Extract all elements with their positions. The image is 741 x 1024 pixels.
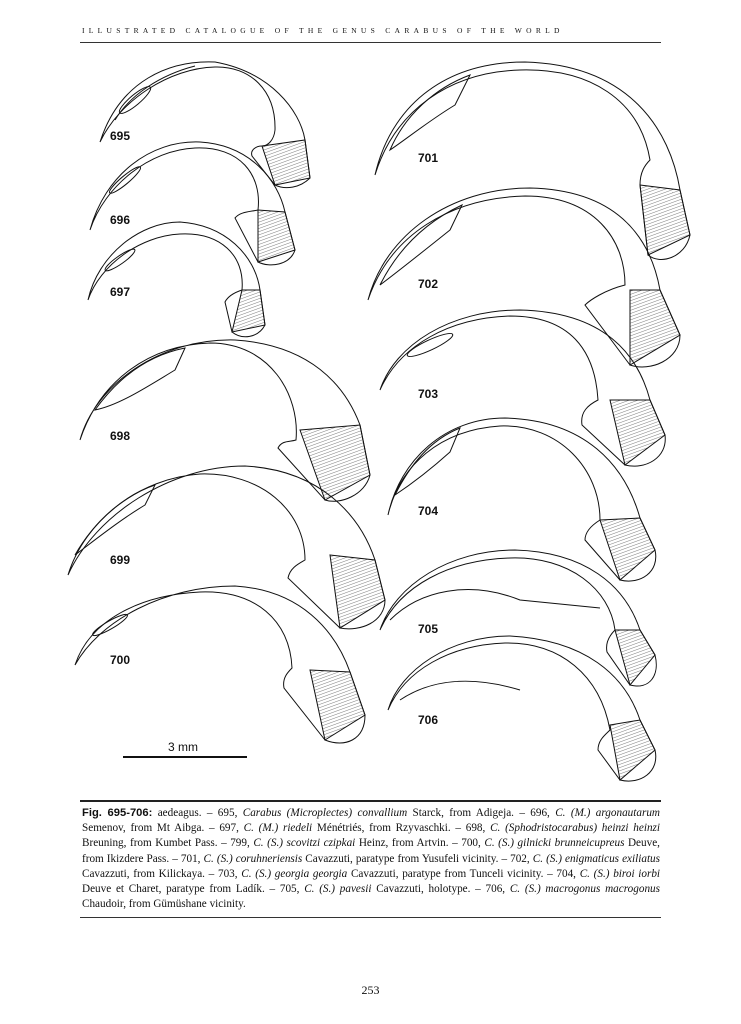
caption-text: Deuve et Charet, paratype from Ladík. – 705, bbox=[82, 883, 305, 896]
figure-caption bbox=[82, 806, 660, 912]
aedeagus-706 bbox=[388, 636, 656, 781]
caption-taxon-name: C. (S.) gilnicki brunneicupreus bbox=[484, 837, 625, 850]
caption-rule-bottom bbox=[80, 917, 661, 918]
label-698: 698 bbox=[110, 429, 131, 443]
aedeagus-702 bbox=[368, 188, 680, 367]
aedeagus-698 bbox=[80, 340, 370, 501]
caption-text: Semenov, from Mt Aibga. – 697, bbox=[82, 822, 244, 835]
caption-taxon-name: C. (S.) pavesii bbox=[304, 883, 372, 896]
label-704: 704 bbox=[418, 504, 439, 518]
caption-taxon-name: C. (Sphodristocarabus) heinzi heinzi bbox=[490, 822, 660, 835]
running-header: ILLUSTRATED CATALOGUE OF THE GENUS CARABUS OF THE WORLD bbox=[82, 26, 564, 35]
header-rule bbox=[80, 42, 661, 43]
label-697: 697 bbox=[110, 285, 131, 299]
aedeagus-705 bbox=[380, 550, 656, 686]
caption-text: Cavazzuti, from Kilickaya. – 703, bbox=[82, 867, 242, 880]
caption-text: Cavazzuti, paratype from Yusufeli vicinity. – 702, bbox=[302, 852, 533, 865]
caption-text: Breuning, from Kumbet Pass. – 799, bbox=[82, 837, 254, 850]
label-695: 695 bbox=[110, 129, 131, 143]
caption-text: aedeagus. – 695, bbox=[152, 807, 243, 819]
caption-text: Deuve, from Ikizdere Pass. – 701, bbox=[82, 837, 660, 865]
label-702: 702 bbox=[418, 277, 439, 291]
aedeagus-drawings bbox=[60, 50, 700, 790]
label-701: 701 bbox=[418, 151, 439, 165]
aedeagus-695 bbox=[100, 62, 310, 188]
figure-plate bbox=[60, 50, 700, 790]
caption-text: Chaudoir, from Gümüshane vicinity. bbox=[82, 898, 246, 911]
caption-taxon-name: Carabus (Microplectes) convallium bbox=[242, 807, 408, 819]
caption-body bbox=[82, 807, 660, 910]
label-706: 706 bbox=[418, 713, 439, 727]
caption-text: Cavazzuti, paratype from Tunceli vicinity. – 704, bbox=[347, 867, 580, 880]
caption-taxon-name: C. (S.) coruhneriensis bbox=[203, 852, 303, 865]
label-696: 696 bbox=[110, 213, 131, 227]
label-700: 700 bbox=[110, 653, 131, 667]
caption-taxon-name: C. (M.) riedeli bbox=[243, 822, 313, 835]
label-705: 705 bbox=[418, 622, 439, 636]
page-number: 253 bbox=[361, 983, 380, 997]
caption-taxon-name: C. (S.) enigmaticus exiliatus bbox=[532, 852, 660, 865]
caption-taxon-name: C. (M.) argonautarum bbox=[555, 807, 660, 819]
caption-taxon-name: C. (S.) georgia georgia bbox=[241, 867, 348, 880]
label-699: 699 bbox=[110, 553, 131, 567]
caption-text: Cavazzuti, holotype. – 706, bbox=[371, 883, 510, 896]
aedeagus-697 bbox=[88, 222, 265, 337]
caption-text: Heinz, from Artvin. – 700, bbox=[355, 837, 485, 850]
caption-taxon-name: C. (S.) macrogonus macrogonus bbox=[509, 883, 660, 896]
caption-figure-number: Fig. 695-706: bbox=[82, 807, 153, 819]
label-703: 703 bbox=[418, 387, 439, 401]
aedeagus-704 bbox=[388, 418, 656, 581]
caption-text: Ménétriés, from Rzyvaschki. – 698, bbox=[312, 822, 491, 835]
caption-text: Starck, from Adigeja. – 696, bbox=[407, 807, 556, 819]
caption-rule-top bbox=[80, 800, 661, 802]
caption-taxon-name: C. (S.) scovitzi czipkai bbox=[253, 837, 356, 850]
scale-bar-label: 3 mm bbox=[168, 740, 198, 754]
caption-taxon-name: C. (S.) biroi iorbi bbox=[579, 867, 661, 880]
